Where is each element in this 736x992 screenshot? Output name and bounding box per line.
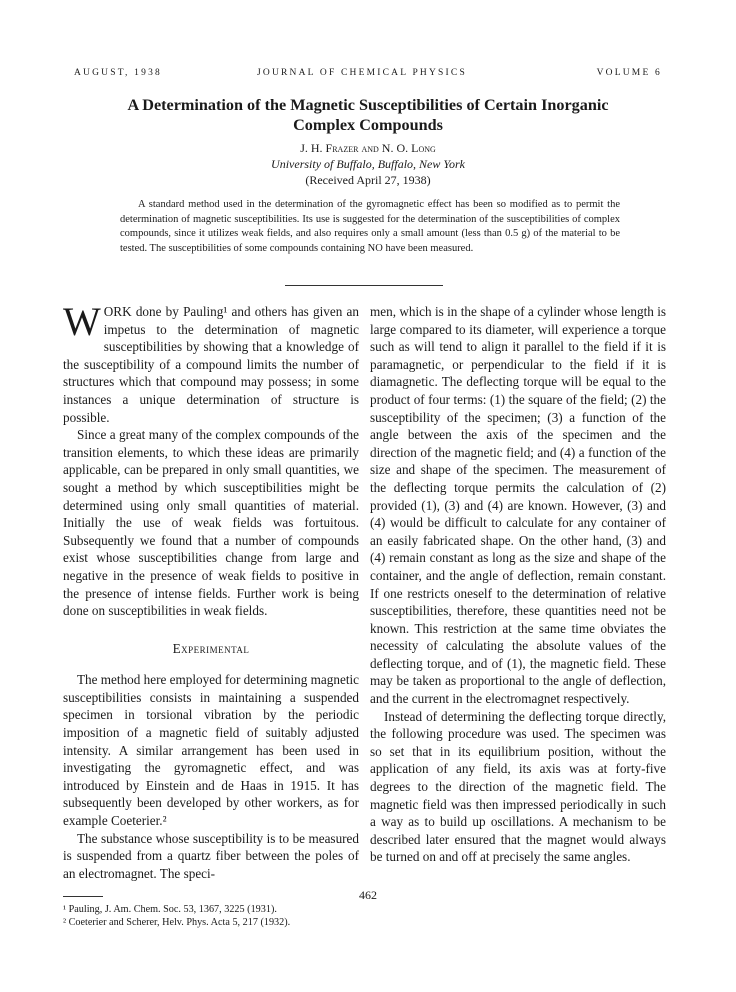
drop-cap: W: [63, 299, 101, 344]
title-line-2: Complex Compounds: [293, 116, 443, 134]
author-2-initials: N. O.: [381, 141, 409, 155]
footnote-2: ² Coeterier and Scherer, Helv. Phys. Acta 5, 217 (1932).: [63, 917, 291, 929]
header-date: AUGUST, 1938: [74, 68, 162, 78]
title-line-1: A Determination of the Magnetic Susceptibilities of Certain Inorganic: [127, 96, 609, 114]
abstract-text: A standard method used in the determination of the gyromagnetic effect has been so modified as to permit the determination of magnetic susceptibilities. Its use is suggested for the determination of the susceptibilities of complex compounds, since it utilizes weak fields, and also requires only a small amount (less than 0.5 g) of the material to be tested. The susceptibilities of some compounds containing NO have been measured.: [120, 199, 620, 254]
paragraph-3: The method here employed for determining magnetic susceptibilities consists in maintaining a suspended specimen in torsional vibration by the periodic imposition of a magnetic field of suitably adjusted intensity. A similar arrangement has been used in investigating the gyromagnetic effect, and was introduced by Einstein and de Haas in 1915. It has subsequently been developed by other workers, as for example Coeterier.²: [63, 672, 359, 829]
paragraph-6: Instead of determining the deflecting torque directly, the following procedure was used. The specimen was so set that in its equilibrium position, without the application of any field, its axis was at forty-five degrees to the direction of the magnetic field. The magnetic field was then impressed periodically in such a way as to build up oscillations. A mechanism to be described later ensured that the magnet would always be turned on and off at precisely the same angles.: [370, 708, 666, 865]
author-1-surname: Frazer: [325, 141, 359, 155]
author-conjunction: and: [361, 141, 379, 155]
article-title: [74, 95, 662, 135]
paragraph-4: The substance whose susceptibility is to be measured is suspended from a quartz fiber between the poles of an electromagnet. The speci-: [63, 830, 359, 881]
left-column: [63, 299, 359, 929]
author-1-initials: J. H.: [300, 141, 323, 155]
right-column: [370, 303, 666, 866]
paragraph-1-text: ORK done by Pauling¹ and others has given an impetus to the determination of magnetic susceptibilities by showing that a knowledge of the susceptibility of a compound limits the number of structures which that compound may possess; in some instances a unique determination of structure is possible.: [63, 304, 359, 425]
paragraph-2: Since a great many of the complex compounds of the transition elements, to which these ideas are primarily applicable, can be prepared in only small quantities, we sought a method by which susceptibilities might be determined using only small quantities of material. Initially the use of weak fields was fortuitous. Subsequently we found that a number of compounds exist whose susceptibilities change from large and negative in the presence of weak fields to positive in the presence of intense fields. Further work is being done on susceptibilities in weak fields.: [63, 427, 359, 619]
received-date: (Received April 27, 1938): [305, 173, 431, 187]
author-2-surname: Long: [411, 141, 436, 155]
section-divider: [285, 285, 443, 286]
page-number: 462: [359, 888, 377, 902]
affiliation: University of Buffalo, Buffalo, New York: [271, 157, 465, 171]
header-volume: VOLUME 6: [596, 68, 662, 78]
paragraph-intro: [63, 299, 359, 426]
paragraph-5: men, which is in the shape of a cylinder whose length is large compared to its diameter, will experience a torque such as will tend to align it parallel to the field if it is paramagnetic, or perpendicular to the field if it is diamagnetic. The deflecting torque will be equal to the product of four terms: (1) the square of the field; (2) the susceptibility of the specimen; (3) a function of the angle between the axis of the specimen and the direction of the magnetic field; and (4) a function of the size and shape of the specimen. The measurement of the deflecting torque permits the calculation of (2) provided (1), (3) and (4) are known. However, (3) and (4) would be difficult to calculate for any container of an easily fabricated shape. On the other hand, (3) and (4) remain constant as long as the size and shape of the container, and the angle of deflection, remain constant. If one restricts oneself to the determination of relative susceptibilities, therefore, these quantities need not be known. This restriction at the same time obviates the necessity of calculating the absolute values of the deflecting torque, and of (1), the magnetic field. These may be taken as proportional to the angle of deflection, and the current in the electromagnet respectively.: [370, 304, 666, 707]
header-journal: JOURNAL OF CHEMICAL PHYSICS: [257, 68, 467, 78]
section-heading-experimental: Experimental: [172, 640, 250, 656]
footnote-1: ¹ Pauling, J. Am. Chem. Soc. 53, 1367, 3225 (1931).: [63, 904, 277, 916]
abstract: [120, 198, 620, 256]
authors: [74, 140, 662, 156]
